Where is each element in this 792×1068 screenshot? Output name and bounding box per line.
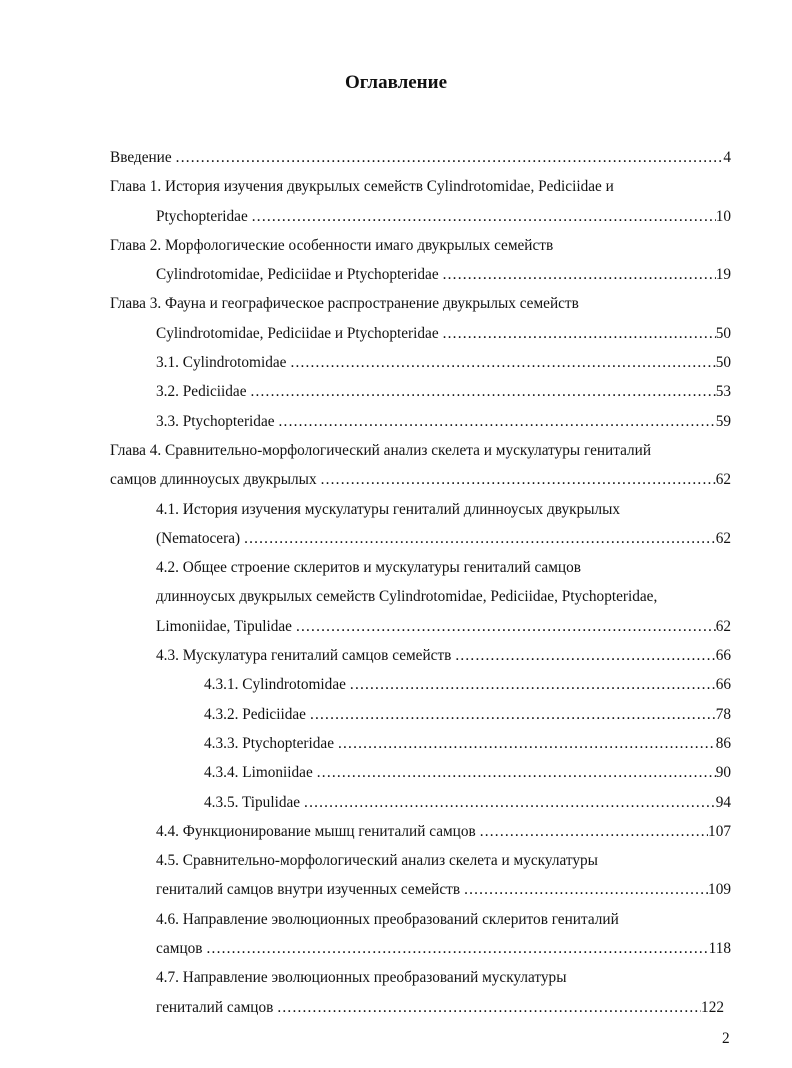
toc-entry-4-3-4[interactable]: [0, 758, 731, 787]
toc-entry-label: 4.7. Направление эволюционных преобразований мускулатуры: [156, 969, 567, 987]
leader-dots: [451, 641, 715, 670]
toc-entry-3-1[interactable]: [0, 348, 731, 377]
toc-entry-4-7[interactable]: [0, 963, 792, 992]
toc-entry-label: гениталий самцов внутри изученных семейств: [156, 881, 461, 899]
toc-entry-label: 3.2. Pediciidae: [156, 383, 247, 401]
leader-dots: [286, 348, 715, 377]
toc-entry-label: Глава 1. История изучения двукрылых семейств Cylindrotomidae, Pediciidae и: [110, 178, 614, 196]
toc-entry-label: Cylindrotomidae, Pediciidae и Ptychopteridae: [156, 266, 439, 284]
toc-page-number: 4: [723, 149, 731, 166]
leader-dots: [172, 143, 724, 172]
toc-entry-4-7-cont[interactable]: [0, 993, 724, 1022]
toc-page-number: 90: [715, 764, 731, 782]
toc-entry-4-5-cont[interactable]: [0, 875, 731, 904]
toc-entry-chapter-3[interactable]: [0, 289, 792, 318]
toc-entry-label: гениталий самцов: [156, 998, 274, 1016]
toc-entry-4-3-3[interactable]: [0, 729, 731, 758]
toc-entry-4-2-cont2[interactable]: [0, 612, 731, 641]
toc-page-number: 86: [715, 734, 731, 752]
leader-dots: [306, 700, 716, 729]
toc-entry-label: 4.3.3. Ptychopteridae: [204, 734, 334, 752]
toc-entry-chapter-2-cont[interactable]: [0, 260, 731, 289]
toc-page-number: 109: [708, 881, 731, 899]
toc-entry-4-6-cont[interactable]: [0, 934, 731, 963]
toc-page-number: 19: [715, 266, 731, 284]
toc-entry-label: 4.6. Направление эволюционных преобразований склеритов гениталий: [156, 910, 619, 928]
toc-entry-4-4[interactable]: [0, 817, 731, 846]
toc-page-number: 62: [715, 617, 731, 635]
toc-entry-chapter-1[interactable]: [0, 172, 792, 201]
page-number: 2: [722, 1030, 730, 1047]
toc-page-number: 107: [708, 822, 731, 840]
toc-entry-label: 4.2. Общее строение склеритов и мускулатуры гениталий самцов: [156, 559, 581, 577]
toc-entry-chapter-3-cont[interactable]: [0, 319, 731, 348]
toc-entry-chapter-2[interactable]: [0, 231, 792, 260]
toc-entry-label: 3.3. Ptychopteridae: [156, 412, 275, 430]
leader-dots: [292, 612, 716, 641]
toc-entry-label: 4.3.5. Tipulidae: [204, 793, 301, 811]
toc-entry-introduction[interactable]: [0, 143, 731, 172]
toc-entry-4-2[interactable]: [0, 553, 792, 582]
toc-page-number: 53: [715, 383, 731, 401]
toc-page-number: 66: [715, 676, 731, 694]
toc-entry-label: 4.1. История изучения мускулатуры гениталий длинноусых двукрылых: [156, 500, 621, 518]
toc-entry-label: 4.3.2. Pediciidae: [204, 705, 306, 723]
toc-entry-chapter-1-cont[interactable]: [0, 202, 731, 231]
toc-page-number: 50: [715, 324, 731, 342]
leader-dots: [275, 407, 716, 436]
toc-entry-label: (Nematocera): [156, 529, 241, 547]
toc-page-number: 59: [715, 412, 731, 430]
toc-entry-label: Глава 3. Фауна и географическое распространение двукрылых семейств: [110, 295, 579, 313]
toc-entry-chapter-4[interactable]: [0, 436, 792, 465]
leader-dots: [460, 875, 708, 904]
toc-entry-4-5[interactable]: [0, 846, 792, 875]
toc-entry-3-2[interactable]: [0, 377, 731, 406]
toc-entry-chapter-4-cont[interactable]: [0, 465, 731, 494]
toc-entry-4-1[interactable]: [0, 495, 792, 524]
toc-entry-label: 4.3.4. Limoniidae: [204, 764, 313, 782]
toc-entry-3-3[interactable]: [0, 407, 731, 436]
toc-entry-label: длинноусых двукрылых семейств Cylindrotomidae, Pediciidae, Ptychopteridae,: [156, 588, 658, 606]
leader-dots: [248, 202, 716, 231]
leader-dots: [300, 788, 716, 817]
toc-page-number: 118: [708, 940, 731, 958]
toc-entry-label: самцов длинноусых двукрылых: [110, 471, 317, 489]
leader-dots: [476, 817, 708, 846]
toc-entry-label: 4.3. Мускулатура гениталий самцов семейств: [156, 647, 452, 665]
toc-entry-4-3-5[interactable]: [0, 788, 731, 817]
toc-entry-label: самцов: [156, 940, 203, 958]
toc-entry-label: Глава 4. Сравнительно-морфологический анализ скелета и мускулатуры гениталий: [110, 441, 652, 459]
toc-entry-4-3[interactable]: [0, 641, 731, 670]
leader-dots: [273, 993, 701, 1022]
toc-entry-label: Введение: [110, 149, 172, 166]
toc-page-number: 122: [701, 998, 724, 1016]
leader-dots: [246, 377, 715, 406]
toc-entry-4-2-cont[interactable]: [0, 582, 792, 611]
leader-dots: [313, 758, 716, 787]
leader-dots: [334, 729, 716, 758]
toc-entry-4-3-1[interactable]: [0, 670, 731, 699]
toc-page-number: 66: [715, 647, 731, 665]
page-title: Оглавление: [344, 72, 448, 93]
toc-entry-label: 4.4. Функционирование мышц гениталий самцов: [156, 822, 476, 840]
toc-entry-label: Ptychopteridae: [156, 207, 248, 225]
toc-page-number: 62: [715, 529, 731, 547]
toc-page-number: 10: [715, 207, 731, 225]
leader-dots: [203, 934, 709, 963]
toc-entry-4-6[interactable]: [0, 905, 792, 934]
toc-entry-label: 4.3.1. Cylindrotomidae: [204, 676, 346, 694]
toc-page-number: 94: [715, 793, 731, 811]
toc-entry-label: 4.5. Сравнительно-морфологический анализ скелета и мускулатуры: [156, 852, 598, 870]
leader-dots: [317, 465, 716, 494]
leader-dots: [240, 524, 716, 553]
toc-entry-label: Limoniidae, Tipulidae: [156, 617, 292, 635]
toc-entry-label: Глава 2. Морфологические особенности имаго двукрылых семейств: [110, 236, 554, 254]
toc-entry-label: 3.1. Cylindrotomidae: [156, 354, 287, 372]
toc-entry-4-3-2[interactable]: [0, 700, 731, 729]
table-of-contents: [0, 143, 792, 1022]
toc-entry-label: Cylindrotomidae, Pediciidae и Ptychopteridae: [156, 324, 439, 342]
toc-page-number: 78: [715, 705, 731, 723]
toc-page-number: 50: [715, 354, 731, 372]
leader-dots: [439, 319, 716, 348]
leader-dots: [346, 670, 716, 699]
toc-page-number: 62: [715, 471, 731, 489]
leader-dots: [439, 260, 716, 289]
toc-entry-4-1-cont[interactable]: [0, 524, 731, 553]
